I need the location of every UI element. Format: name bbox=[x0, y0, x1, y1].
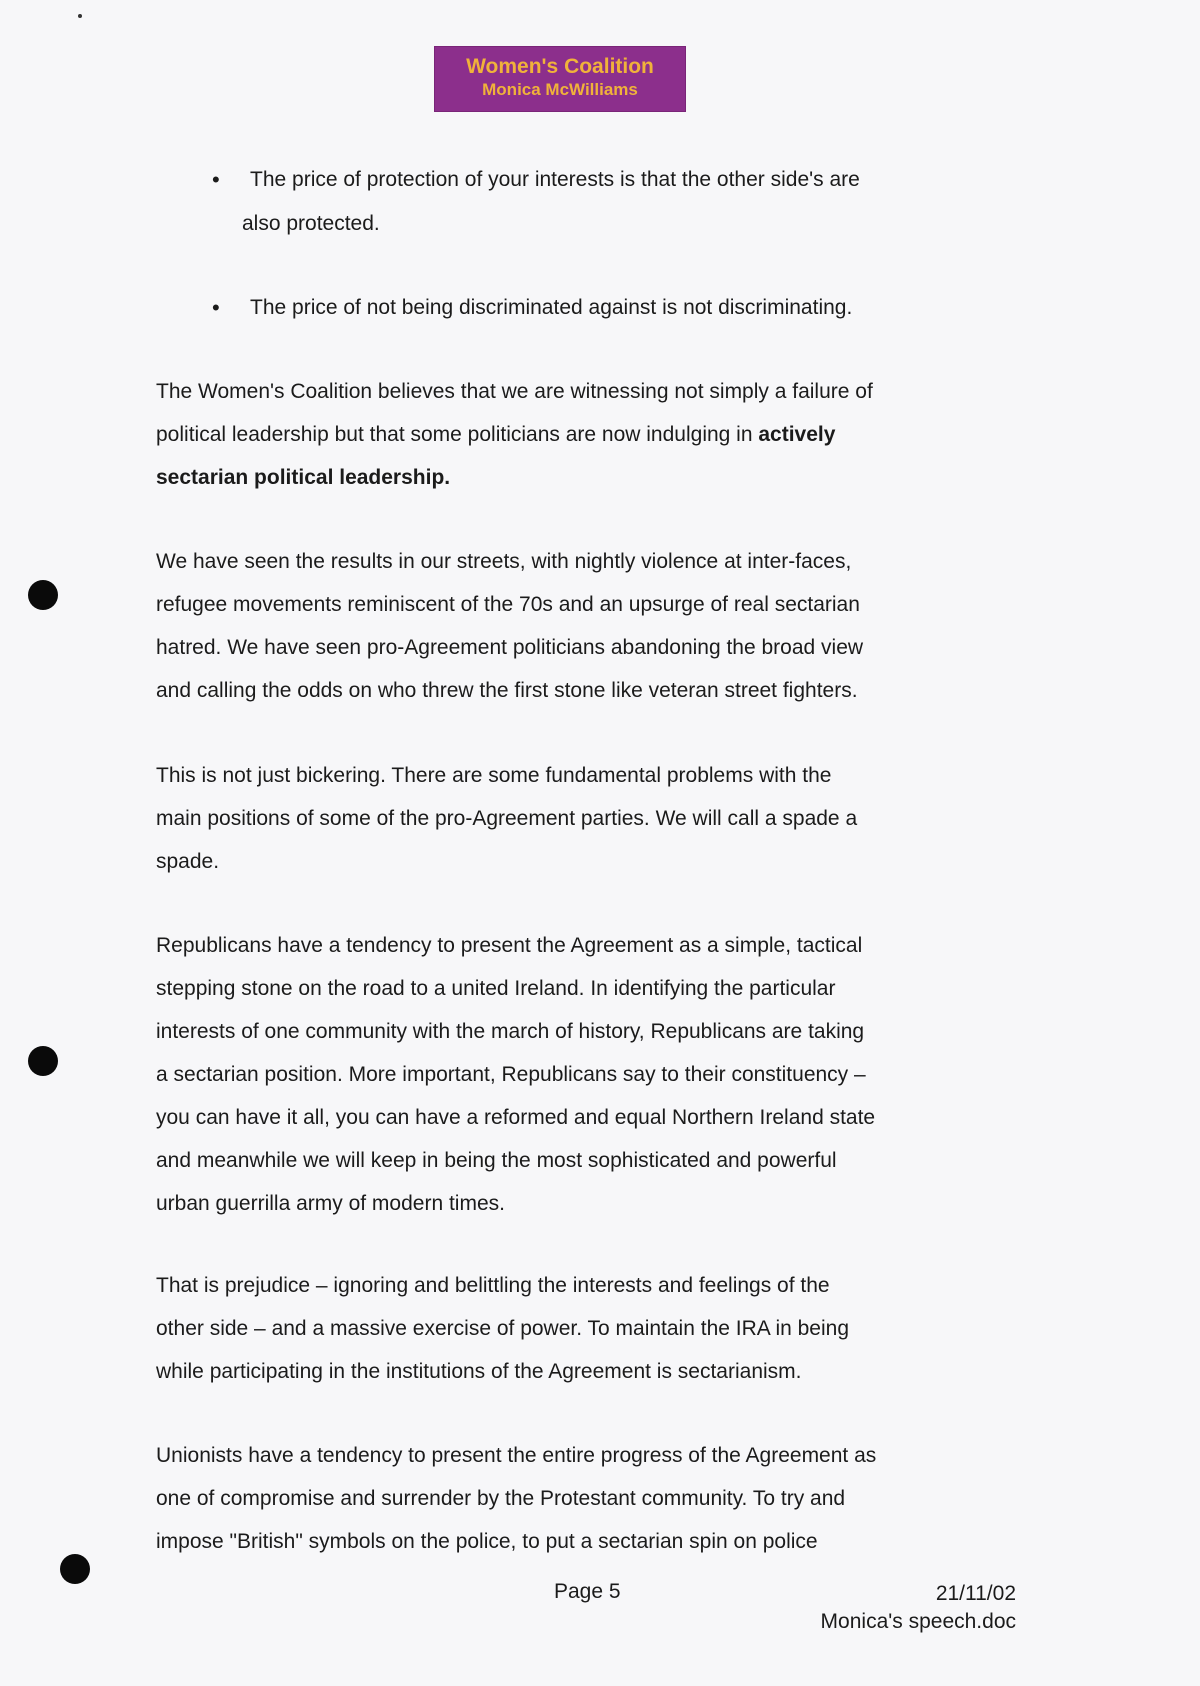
paragraph bbox=[156, 1434, 1016, 1563]
paragraph bbox=[156, 370, 1016, 499]
bullet-item bbox=[212, 158, 992, 246]
paragraph bbox=[156, 540, 1016, 712]
paragraph-text: political leadership but that some politicians are now indulging in bbox=[156, 423, 753, 446]
scan-speck bbox=[78, 14, 82, 18]
punch-hole-icon bbox=[60, 1554, 90, 1584]
footer-date: 21/11/02 bbox=[935, 1582, 1016, 1605]
paragraph-line: The Women's Coalition believes that we are witnessing not simply a failure of bbox=[156, 380, 873, 403]
paragraph-line bbox=[156, 413, 1016, 456]
bullet-line: also protected. bbox=[242, 212, 380, 235]
emphasis-text: sectarian political leadership. bbox=[156, 466, 451, 489]
paragraph-line: other side – and a massive exercise of power. To maintain the IRA in being bbox=[156, 1317, 850, 1340]
paragraph-line: Unionists have a tendency to present the entire progress of the Agreement as bbox=[156, 1444, 877, 1467]
paragraph-line: That is prejudice – ignoring and belittling the interests and feelings of the bbox=[156, 1274, 830, 1297]
paragraph-line: impose "British" symbols on the police, to put a sectarian spin on police bbox=[156, 1530, 818, 1553]
paragraph bbox=[156, 1264, 1016, 1393]
paragraph-line: hatred. We have seen pro-Agreement politicians abandoning the broad view bbox=[156, 636, 864, 659]
page-number: Page 5 bbox=[554, 1580, 621, 1603]
paragraph-line: a sectarian position. More important, Republicans say to their constituency – bbox=[156, 1063, 866, 1086]
bullet-line: The price of protection of your interests is that the other side's are bbox=[250, 168, 860, 191]
paragraph-line: one of compromise and surrender by the Protestant community. To try and bbox=[156, 1487, 846, 1510]
footer-meta bbox=[821, 1580, 1016, 1636]
punch-hole-icon bbox=[28, 580, 58, 610]
bullet-line: The price of not being discriminated against is not discriminating. bbox=[250, 296, 853, 319]
header-subtitle: Monica McWilliams bbox=[482, 80, 638, 99]
bullet-dot-icon: • bbox=[212, 295, 220, 320]
paragraph-line: main positions of some of the pro-Agreement parties. We will call a spade a bbox=[156, 807, 858, 830]
paragraph-line: you can have it all, you can have a reformed and equal Northern Ireland state bbox=[156, 1106, 876, 1129]
paragraph-line: urban guerrilla army of modern times. bbox=[156, 1192, 505, 1215]
bullet-item bbox=[212, 286, 992, 330]
paragraph-line: This is not just bickering. There are some fundamental problems with the bbox=[156, 764, 832, 787]
header-logo bbox=[434, 46, 686, 112]
emphasis-text: actively bbox=[758, 423, 836, 446]
paragraph bbox=[156, 924, 1016, 1225]
paragraph-line: spade. bbox=[156, 850, 220, 873]
punch-hole-icon bbox=[28, 1046, 58, 1076]
paragraph-line: and meanwhile we will keep in being the most sophisticated and powerful bbox=[156, 1149, 837, 1172]
paragraph-line: while participating in the institutions of the Agreement is sectarianism. bbox=[156, 1360, 802, 1383]
paragraph-line: We have seen the results in our streets, with nightly violence at inter-faces, bbox=[156, 550, 852, 573]
footer-filename: Monica's speech.doc bbox=[820, 1610, 1016, 1633]
paragraph bbox=[156, 754, 1016, 883]
paragraph-line: refugee movements reminiscent of the 70s and an upsurge of real sectarian bbox=[156, 593, 860, 616]
bullet-dot-icon: • bbox=[212, 167, 220, 192]
paragraph-line: stepping stone on the road to a united Ireland. In identifying the particular bbox=[156, 977, 836, 1000]
paragraph-line: interests of one community with the march of history, Republicans are taking bbox=[156, 1020, 865, 1043]
paragraph-line: and calling the odds on who threw the first stone like veteran street fighters. bbox=[156, 679, 858, 702]
header-title: Women's Coalition bbox=[466, 55, 654, 78]
paragraph-line: Republicans have a tendency to present the Agreement as a simple, tactical bbox=[156, 934, 863, 957]
